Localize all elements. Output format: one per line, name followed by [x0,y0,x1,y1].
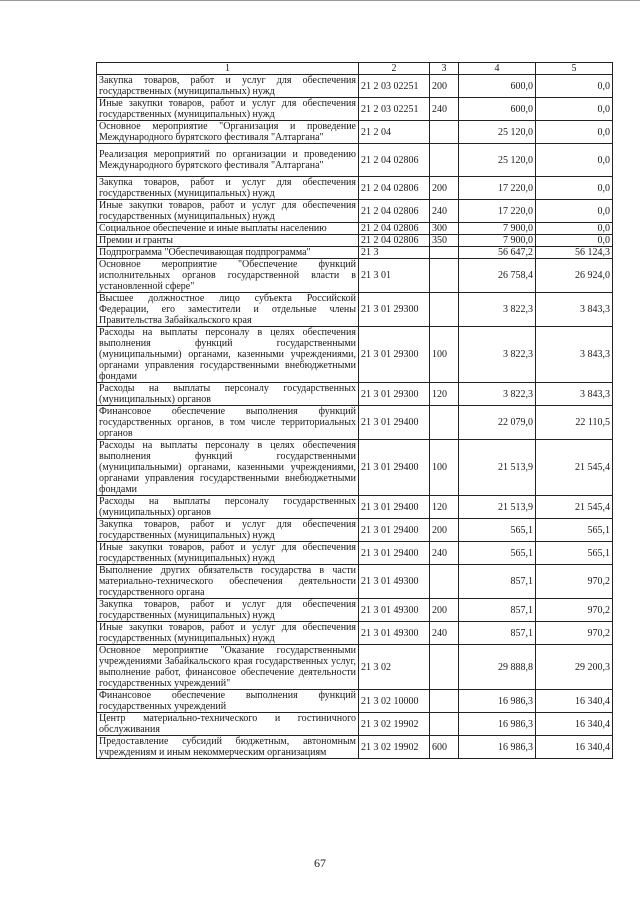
row-value-2-cell: 3 843,3 [536,293,613,327]
table-row [97,293,613,327]
row-code-cell: 21 3 01 29400 [359,519,430,542]
row-value-2-cell: 21 545,4 [536,496,613,519]
row-value-1-cell: 600,0 [459,98,536,121]
row-value-2-cell: 0,0 [536,144,613,177]
row-name-cell: Финансовое обеспечение выполнения функций государственных органов, в том числе территориальных органов [97,406,359,440]
row-type-cell [430,259,459,293]
row-value-1-cell: 16 986,3 [459,690,536,713]
row-value-1-cell: 17 220,0 [459,200,536,223]
row-code-cell: 21 3 01 49300 [359,599,430,622]
table-row [97,496,613,519]
row-name-cell: Финансовое обеспечение выполнения функций государственных учреждений [97,690,359,713]
table-row [97,565,613,599]
header-col-5: 5 [536,63,613,75]
row-type-cell [430,645,459,690]
row-value-2-cell: 16 340,4 [536,713,613,736]
row-value-2-cell: 0,0 [536,235,613,247]
row-type-cell: 600 [430,736,459,759]
row-value-1-cell: 3 822,3 [459,293,536,327]
page-number: 67 [314,856,326,870]
row-value-1-cell: 21 513,9 [459,496,536,519]
row-name-cell: Предоставление субсидий бюджетным, автономным учреждениям и иным некоммерческим организациям [97,736,359,759]
row-type-cell [430,690,459,713]
row-value-2-cell: 56 124,3 [536,247,613,259]
row-type-cell [430,121,459,144]
row-code-cell: 21 3 01 49300 [359,622,430,645]
row-value-2-cell: 565,1 [536,542,613,565]
row-name-cell: Выполнение других обязательств государства в части материально-технического обеспечения деятельности государственного органа [97,565,359,599]
table-row [97,383,613,406]
table-row [97,440,613,496]
row-value-2-cell: 0,0 [536,177,613,200]
row-type-cell: 200 [430,599,459,622]
row-name-cell: Реализация мероприятий по организации и проведению Международного бурятского фестиваля "Алтаргана" [97,144,359,177]
row-code-cell: 21 3 01 29300 [359,383,430,406]
row-name-cell: Социальное обеспечение и иные выплаты населению [97,223,359,235]
row-value-1-cell: 857,1 [459,565,536,599]
row-type-cell [430,713,459,736]
row-code-cell: 21 2 04 02806 [359,200,430,223]
row-type-cell: 200 [430,177,459,200]
row-code-cell: 21 3 01 29300 [359,293,430,327]
row-value-1-cell: 56 647,2 [459,247,536,259]
row-code-cell: 21 3 02 19902 [359,713,430,736]
row-value-1-cell: 21 513,9 [459,440,536,496]
table-row [97,235,613,247]
row-code-cell: 21 3 01 29400 [359,496,430,519]
row-code-cell: 21 3 01 29400 [359,542,430,565]
row-code-cell: 21 3 [359,247,430,259]
budget-table [96,62,613,759]
row-name-cell: Подпрограмма "Обеспечивающая подпрограмма" [97,247,359,259]
row-type-cell: 240 [430,542,459,565]
row-type-cell: 120 [430,383,459,406]
row-value-2-cell: 0,0 [536,121,613,144]
row-name-cell: Иные закупки товаров, работ и услуг для обеспечения государственных (муниципальных) нужд [97,542,359,565]
table-row [97,519,613,542]
row-type-cell [430,247,459,259]
row-name-cell: Закупка товаров, работ и услуг для обеспечения государственных (муниципальных) нужд [97,519,359,542]
row-type-cell: 100 [430,440,459,496]
row-type-cell [430,144,459,177]
row-value-1-cell: 600,0 [459,75,536,98]
row-code-cell: 21 2 04 [359,121,430,144]
row-value-1-cell: 857,1 [459,599,536,622]
row-value-2-cell: 970,2 [536,565,613,599]
row-type-cell: 300 [430,223,459,235]
row-value-2-cell: 21 545,4 [536,440,613,496]
row-type-cell [430,565,459,599]
row-type-cell: 350 [430,235,459,247]
row-code-cell: 21 3 01 [359,259,430,293]
table-row [97,177,613,200]
row-type-cell: 240 [430,200,459,223]
row-type-cell [430,406,459,440]
row-code-cell: 21 3 01 29300 [359,327,430,383]
row-value-2-cell: 29 200,3 [536,645,613,690]
row-name-cell: Центр материально-технического и гостиничного обслуживания [97,713,359,736]
table-row [97,599,613,622]
row-name-cell: Расходы на выплаты персоналу в целях обеспечения выполнения функций государственными (муниципальными) органами, казенными учреждениями, органами управления государственными внебюджетными фондами [97,440,359,496]
row-name-cell: Закупка товаров, работ и услуг для обеспечения государственных (муниципальных) нужд [97,75,359,98]
header-col-4: 4 [459,63,536,75]
row-name-cell: Расходы на выплаты персоналу государственных (муниципальных) органов [97,496,359,519]
table-row [97,200,613,223]
row-type-cell: 240 [430,622,459,645]
row-value-2-cell: 16 340,4 [536,736,613,759]
header-col-3: 3 [430,63,459,75]
row-name-cell: Основное мероприятие "Организация и проведение Международного бурятского фестиваля "Алтаргана" [97,121,359,144]
table-row [97,247,613,259]
row-code-cell: 21 3 02 10000 [359,690,430,713]
row-name-cell: Премии и гранты [97,235,359,247]
row-name-cell: Закупка товаров, работ и услуг для обеспечения государственных (муниципальных) нужд [97,177,359,200]
row-code-cell: 21 2 04 02806 [359,177,430,200]
row-type-cell: 200 [430,519,459,542]
row-code-cell: 21 3 01 49300 [359,565,430,599]
row-code-cell: 21 2 04 02806 [359,223,430,235]
row-value-2-cell: 565,1 [536,519,613,542]
row-value-1-cell: 25 120,0 [459,121,536,144]
row-name-cell: Расходы на выплаты персоналу государственных (муниципальных) органов [97,383,359,406]
row-value-2-cell: 3 843,3 [536,383,613,406]
row-value-2-cell: 22 110,5 [536,406,613,440]
row-value-1-cell: 3 822,3 [459,383,536,406]
row-value-2-cell: 970,2 [536,599,613,622]
row-code-cell: 21 3 02 [359,645,430,690]
row-name-cell: Иные закупки товаров, работ и услуг для обеспечения государственных (муниципальных) нужд [97,98,359,121]
row-value-2-cell: 0,0 [536,75,613,98]
table-row [97,327,613,383]
row-value-2-cell: 0,0 [536,98,613,121]
header-row [97,63,613,75]
row-code-cell: 21 2 03 02251 [359,98,430,121]
table-row [97,223,613,235]
row-value-1-cell: 857,1 [459,622,536,645]
row-name-cell: Высшее должностное лицо субъекта Российской Федерации, его заместители и отдельные члены Правительства Забайкальского края [97,293,359,327]
row-name-cell: Иные закупки товаров, работ и услуг для обеспечения государственных (муниципальных) нужд [97,622,359,645]
row-name-cell: Закупка товаров, работ и услуг для обеспечения государственных (муниципальных) нужд [97,599,359,622]
row-value-2-cell: 3 843,3 [536,327,613,383]
table-row [97,690,613,713]
row-value-1-cell: 17 220,0 [459,177,536,200]
row-code-cell: 21 2 03 02251 [359,75,430,98]
row-name-cell: Иные закупки товаров, работ и услуг для обеспечения государственных (муниципальных) нужд [97,200,359,223]
row-value-1-cell: 3 822,3 [459,327,536,383]
row-name-cell: Основное мероприятие "Оказание государственными учреждениями Забайкальского края государственных услуг, выполнение работ, финансовое обеспечение деятельности государственных учреждений" [97,645,359,690]
row-code-cell: 21 2 04 02806 [359,235,430,247]
row-value-1-cell: 29 888,8 [459,645,536,690]
row-value-1-cell: 7 900,0 [459,235,536,247]
row-type-cell: 100 [430,327,459,383]
row-value-2-cell: 0,0 [536,223,613,235]
row-code-cell: 21 3 01 29400 [359,440,430,496]
row-value-2-cell: 0,0 [536,200,613,223]
row-value-1-cell: 22 079,0 [459,406,536,440]
table-row [97,259,613,293]
table-row [97,713,613,736]
row-value-1-cell: 565,1 [459,519,536,542]
row-value-2-cell: 970,2 [536,622,613,645]
row-code-cell: 21 2 04 02806 [359,144,430,177]
table-row [97,121,613,144]
row-value-1-cell: 565,1 [459,542,536,565]
row-code-cell: 21 3 01 29400 [359,406,430,440]
header-col-2: 2 [359,63,430,75]
row-code-cell: 21 3 02 19902 [359,736,430,759]
table-row [97,542,613,565]
row-value-1-cell: 26 758,4 [459,259,536,293]
table-row [97,75,613,98]
row-value-1-cell: 16 986,3 [459,736,536,759]
row-name-cell: Расходы на выплаты персоналу в целях обеспечения выполнения функций государственными (муниципальными) органами, казенными учреждениями, органами управления государственными внебюджетными фондами [97,327,359,383]
row-value-2-cell: 16 340,4 [536,690,613,713]
table-row [97,622,613,645]
row-value-1-cell: 25 120,0 [459,144,536,177]
table-row [97,736,613,759]
row-type-cell [430,293,459,327]
table-row [97,98,613,121]
table-row [97,144,613,177]
row-value-1-cell: 16 986,3 [459,713,536,736]
row-value-1-cell: 7 900,0 [459,223,536,235]
row-type-cell: 240 [430,98,459,121]
table-row [97,645,613,690]
scan-edge-line [0,0,640,1]
row-value-2-cell: 26 924,0 [536,259,613,293]
row-type-cell: 120 [430,496,459,519]
row-type-cell: 200 [430,75,459,98]
table-row [97,406,613,440]
header-col-1: 1 [97,63,359,75]
row-name-cell: Основное мероприятие "Обеспечение функций исполнительных органов государственной власти в установленной сфере" [97,259,359,293]
